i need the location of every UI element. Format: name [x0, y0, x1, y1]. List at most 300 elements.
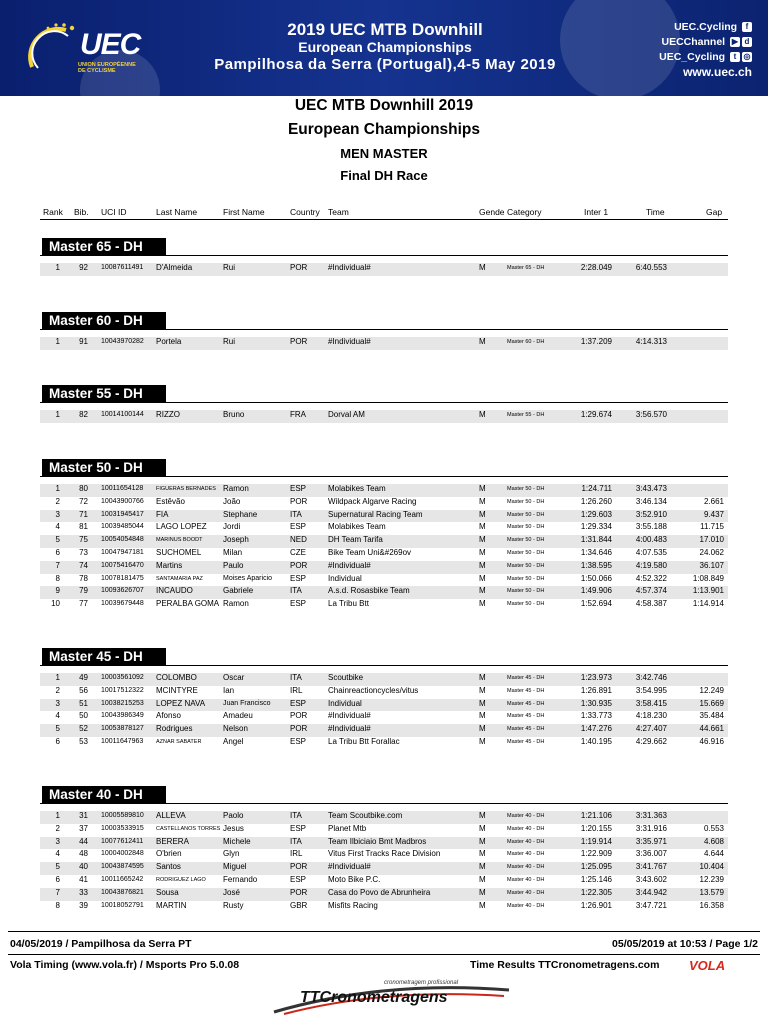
- cell-bib: 50: [79, 711, 88, 721]
- cell-gap: 4.608: [703, 836, 724, 846]
- cell-category: Master 40 - DH: [507, 877, 545, 883]
- cell-bib: 71: [79, 509, 88, 519]
- table-row: [40, 535, 728, 548]
- footer-divider-2: [8, 954, 760, 955]
- cell-inter: 1:26.260: [580, 496, 612, 506]
- cell-gender: M: [479, 823, 486, 833]
- cell-team: Team Ilbiciaio Bmt Madbros: [328, 836, 427, 846]
- cell-uci-id: 10078181475: [101, 574, 144, 582]
- cell-first-name: Michele: [223, 836, 251, 846]
- cell-country: POR: [290, 496, 308, 506]
- cell-time: 3:36.007: [635, 849, 667, 859]
- cell-inter: 1:23.973: [580, 673, 612, 682]
- cell-rank: 4: [55, 849, 60, 859]
- cell-gender: M: [479, 548, 486, 557]
- cell-gap: 44.661: [699, 724, 724, 734]
- cell-uci-id: 10038215253: [101, 699, 144, 707]
- header-gap: Gap: [706, 207, 723, 217]
- cell-gap: 13.579: [699, 887, 724, 897]
- cell-country: POR: [290, 724, 308, 734]
- group-divider: [40, 476, 728, 477]
- cell-last-name: RIZZO: [156, 410, 180, 419]
- cell-last-name: AZNAR SABATER: [156, 739, 202, 745]
- cell-country: NED: [290, 535, 307, 545]
- cell-bib: 56: [79, 685, 88, 695]
- cell-rank: 5: [55, 535, 60, 545]
- banner-title: 2019 UEC MTB Downhill European Championships Pampilhosa da Serra (Portugal),4-5 May 2019: [214, 20, 556, 73]
- cell-uci-id: 10014100144: [101, 411, 144, 418]
- cell-gap: 1:14.914: [692, 599, 724, 609]
- cell-uci-id: 10039679448: [101, 600, 144, 608]
- cell-time: 4:07.535: [635, 548, 667, 557]
- header-first-name: First Name: [223, 207, 265, 217]
- cell-first-name: Ian: [223, 685, 235, 695]
- cell-country: IRL: [290, 849, 303, 859]
- instagram-icon: ◎: [743, 52, 751, 62]
- cell-uci-id: 10054054848: [101, 536, 144, 544]
- cell-inter: 1:49.906: [580, 586, 612, 596]
- cell-bib: 49: [79, 673, 88, 682]
- cell-last-name: PERALBA GOMA: [156, 599, 220, 609]
- vola-logo: VOLA: [689, 958, 726, 973]
- cell-bib: 91: [79, 337, 88, 346]
- table-row: [40, 337, 728, 350]
- header-team: Team: [328, 207, 349, 217]
- table-row: [40, 686, 728, 699]
- cell-time: 3:43.473: [635, 484, 667, 493]
- cell-rank: 5: [55, 862, 60, 872]
- cell-last-name: D'Almeida: [156, 263, 193, 272]
- doc-title: UEC MTB Downhill 2019: [294, 97, 474, 114]
- cell-inter: 1:29.603: [580, 509, 612, 519]
- header-country: Country: [290, 207, 320, 217]
- cell-team: Supernatural Racing Team: [328, 509, 423, 519]
- header-divider: [40, 219, 728, 220]
- cell-time: 3:41.767: [635, 862, 667, 872]
- cell-inter: 1:33.773: [580, 711, 612, 721]
- logo-text: UEC: [80, 28, 141, 61]
- cell-last-name: Estêvão: [156, 496, 185, 506]
- cell-gender: M: [479, 887, 486, 897]
- cell-gap: 36.107: [699, 560, 724, 570]
- cell-country: ESP: [290, 823, 307, 833]
- cell-time: 3:43.602: [635, 875, 667, 884]
- cell-first-name: Gabriele: [223, 586, 254, 596]
- cell-category: Master 60 - DH: [507, 339, 545, 345]
- cell-inter: 1:38.595: [580, 560, 612, 570]
- svg-text:cronometragem profissional: cronometragem profissional: [384, 980, 459, 986]
- cell-gender: M: [479, 484, 486, 493]
- cell-time: 3:56.570: [635, 410, 667, 419]
- cell-last-name: ALLEVA: [156, 811, 186, 820]
- cell-time: 4:29.662: [635, 737, 667, 746]
- cell-rank: 10: [51, 599, 60, 609]
- cell-bib: 41: [79, 875, 88, 884]
- cell-last-name: CASTELLANOS TORRES: [156, 825, 221, 832]
- table-row: [40, 673, 728, 686]
- cell-time: 4:57.374: [635, 586, 667, 596]
- cell-uci-id: 10047947181: [101, 549, 144, 556]
- cell-first-name: Fernando: [223, 875, 258, 884]
- cell-last-name: LAGO LOPEZ: [156, 522, 207, 532]
- cell-category: Master 40 - DH: [507, 864, 545, 871]
- cell-rank: 6: [55, 737, 60, 746]
- cell-uci-id: 10093626707: [101, 587, 144, 595]
- cell-uci-id: 10039485044: [101, 523, 144, 531]
- ttcronometragens-logo: [264, 972, 516, 1018]
- cell-bib: 81: [79, 522, 88, 532]
- cell-gender: M: [479, 509, 486, 519]
- group-divider: [40, 255, 728, 256]
- header-last-name: Last Name: [156, 207, 198, 217]
- cell-rank: 9: [55, 586, 60, 596]
- cell-country: ITA: [290, 811, 302, 820]
- cell-first-name: Stephane: [223, 509, 258, 519]
- cell-country: ESP: [290, 599, 307, 609]
- facebook-icon: f: [742, 22, 752, 32]
- cell-inter: 1:47.276: [580, 724, 612, 734]
- cell-category: Master 40 - DH: [507, 825, 545, 832]
- cell-team: Misfits Racing: [328, 900, 378, 910]
- cell-first-name: Ramon: [223, 484, 249, 493]
- cell-category: Master 40 - DH: [507, 851, 545, 858]
- cell-category: Master 40 - DH: [507, 838, 545, 845]
- cell-country: ITA: [290, 836, 302, 846]
- cell-uci-id: 10005589810: [101, 812, 144, 819]
- cell-bib: 75: [79, 535, 88, 545]
- cell-time: 3:54.995: [635, 685, 667, 695]
- cell-team: Dorval AM: [328, 410, 365, 419]
- cell-first-name: Miguel: [223, 862, 247, 872]
- cell-uci-id: 10017512322: [101, 686, 144, 694]
- table-row: [40, 724, 728, 737]
- group-divider: [40, 402, 728, 403]
- cell-bib: 44: [79, 836, 88, 846]
- doc-race: Final DH Race: [340, 168, 428, 183]
- cell-rank: 1: [55, 337, 60, 346]
- cell-rank: 1: [55, 673, 60, 682]
- header-category: Category: [507, 207, 542, 217]
- cell-uci-id: 10043874595: [101, 863, 144, 871]
- cell-gap: 24.062: [699, 548, 724, 557]
- cell-first-name: Rusty: [223, 900, 244, 910]
- cell-gap: 15.669: [699, 698, 724, 708]
- cell-country: ITA: [290, 509, 302, 519]
- cell-uci-id: 10087611491: [101, 264, 144, 271]
- group-header: Master 65 - DH: [42, 238, 166, 255]
- cell-category: Master 50 - DH: [507, 601, 545, 608]
- cell-inter: 1:25.095: [580, 862, 612, 872]
- cell-last-name: FIA: [156, 509, 169, 519]
- cell-category: Master 50 - DH: [507, 511, 545, 518]
- youtube-icon: ▶: [731, 37, 739, 47]
- cell-rank: 2: [55, 496, 60, 506]
- table-row: [40, 824, 728, 837]
- cell-gender: M: [479, 811, 486, 820]
- cell-time: 3:47.721: [635, 900, 667, 910]
- cell-rank: 2: [55, 685, 60, 695]
- table-row: [40, 263, 728, 276]
- cell-gender: M: [479, 496, 486, 506]
- cell-rank: 1: [55, 263, 60, 272]
- cell-inter: 1:52.694: [580, 599, 612, 609]
- table-row: [40, 510, 728, 523]
- table-row: [40, 888, 728, 901]
- cell-team: A.s.d. Rosasbike Team: [328, 586, 410, 596]
- cell-gap: 11.715: [700, 522, 724, 532]
- cell-first-name: Amadeu: [223, 711, 253, 721]
- cell-bib: 77: [79, 599, 88, 609]
- cell-last-name: RODRIGUEZ LAGO: [156, 877, 206, 883]
- cell-time: 6:40.553: [635, 263, 667, 272]
- cell-team: #Individual#: [328, 711, 371, 721]
- cell-first-name: Rui: [223, 337, 236, 346]
- cell-time: 3:58.415: [635, 698, 667, 708]
- cell-country: GBR: [290, 900, 308, 910]
- cell-gender: M: [479, 724, 486, 734]
- cell-gap: 1:13.901: [692, 586, 724, 596]
- cell-uci-id: 10053878127: [101, 725, 144, 733]
- cell-gender: M: [479, 900, 486, 910]
- cell-uci-id: 10003533915: [101, 824, 144, 832]
- cell-gap: 4.644: [703, 849, 724, 859]
- cell-country: IRL: [290, 685, 303, 695]
- cell-country: POR: [290, 560, 308, 570]
- header-uci: UCI ID: [101, 207, 127, 217]
- cell-rank: 6: [55, 548, 60, 557]
- twitter-icon: t: [730, 52, 740, 62]
- cell-rank: 4: [55, 522, 60, 532]
- cell-gender: M: [479, 737, 486, 746]
- cell-category: Master 50 - DH: [507, 588, 545, 595]
- cell-time: 4:18.230: [635, 711, 667, 721]
- cell-gender: M: [479, 560, 486, 570]
- doc-class: MEN MASTER: [340, 146, 428, 161]
- cell-category: Master 40 - DH: [507, 889, 545, 896]
- cell-inter: 1:25.146: [580, 875, 612, 884]
- cell-bib: 73: [79, 548, 88, 557]
- cell-inter: 1:22.305: [580, 887, 612, 897]
- cell-gap: 46.916: [699, 737, 724, 746]
- cell-gap: 0.553: [703, 823, 724, 833]
- cell-last-name: O'brien: [156, 849, 182, 859]
- cell-team: #Individual#: [328, 560, 371, 570]
- cell-category: Master 50 - DH: [507, 524, 545, 531]
- cell-country: POR: [290, 711, 308, 721]
- cell-uci-id: 10011665242: [101, 876, 144, 883]
- cell-category: Master 50 - DH: [507, 537, 545, 544]
- logo-stars-icon: [22, 22, 82, 76]
- cell-country: FRA: [290, 410, 306, 419]
- cell-team: Casa do Povo de Abrunheira: [328, 887, 431, 897]
- cell-category: Master 50 - DH: [507, 562, 545, 569]
- cell-last-name: MARINUS BOODT: [156, 537, 203, 544]
- cell-country: ESP: [290, 484, 307, 493]
- cell-category: Master 45 - DH: [507, 713, 545, 720]
- cell-last-name: Afonso: [156, 711, 181, 721]
- cell-gender: M: [479, 573, 486, 583]
- cell-inter: 1:37.209: [580, 337, 612, 346]
- cell-team: Molabikes Team: [328, 484, 386, 493]
- cell-team: DH Team Tarifa: [328, 535, 383, 545]
- cell-inter: 1:19.914: [580, 836, 612, 846]
- cell-uci-id: 10018052791: [101, 901, 144, 909]
- cell-category: Master 45 - DH: [507, 739, 545, 745]
- cell-bib: 72: [79, 496, 88, 506]
- cell-team: #Individual#: [328, 862, 371, 872]
- cell-inter: 1:26.901: [580, 900, 612, 910]
- cell-uci-id: 10077612411: [101, 837, 144, 845]
- cell-gap: 16.358: [699, 900, 724, 910]
- cell-country: POR: [290, 887, 308, 897]
- cell-gender: M: [479, 535, 486, 545]
- cell-time: 3:44.942: [635, 887, 667, 897]
- table-row: [40, 837, 728, 850]
- cell-inter: 1:26.891: [580, 685, 612, 695]
- cell-time: 4:00.483: [635, 535, 667, 545]
- cell-time: 4:58.387: [635, 599, 667, 609]
- cell-first-name: Paulo: [223, 560, 244, 570]
- cell-bib: 48: [79, 849, 88, 859]
- cell-team: La Tribu Btt: [328, 599, 369, 609]
- cell-time: 4:52.322: [635, 573, 667, 583]
- cell-gender: M: [479, 862, 486, 872]
- cell-last-name: Rodrigues: [156, 724, 193, 734]
- cell-last-name: COLOMBO: [156, 673, 197, 682]
- header-time: Time: [646, 207, 665, 217]
- doc-subtitle: European Championships: [287, 121, 481, 138]
- table-row: [40, 901, 728, 914]
- cell-country: CZE: [290, 548, 306, 557]
- cell-gap: 12.249: [699, 685, 724, 695]
- cell-time: 3:31.916: [635, 823, 667, 833]
- cell-country: POR: [290, 862, 308, 872]
- cell-gender: M: [479, 685, 486, 695]
- cell-gender: M: [479, 711, 486, 721]
- cell-rank: 7: [55, 887, 60, 897]
- cell-rank: 4: [55, 711, 60, 721]
- table-row: [40, 699, 728, 712]
- cell-team: Individual: [328, 573, 362, 583]
- group-header: Master 40 - DH: [42, 786, 166, 803]
- cell-bib: 52: [79, 724, 88, 734]
- cell-bib: 92: [79, 263, 88, 272]
- cell-inter: 1:29.674: [580, 410, 612, 419]
- cell-team: La Tribu Btt Forallac: [328, 737, 400, 746]
- cell-uci-id: 10004002848: [101, 850, 144, 858]
- cell-rank: 8: [55, 573, 60, 583]
- cell-team: Scoutbike: [328, 673, 364, 682]
- cell-country: ESP: [290, 698, 307, 708]
- cell-first-name: Jordi: [223, 522, 241, 532]
- cell-rank: 5: [55, 724, 60, 734]
- cell-gender: M: [479, 849, 486, 859]
- cell-gap: 1:08.849: [692, 573, 724, 583]
- cell-first-name: José: [223, 887, 240, 897]
- cell-inter: 1:31.844: [580, 535, 612, 545]
- cell-inter: 1:30.935: [580, 698, 612, 708]
- cell-inter: 1:22.909: [580, 849, 612, 859]
- cell-country: ESP: [290, 522, 307, 532]
- cell-category: Master 40 - DH: [507, 902, 545, 909]
- cell-bib: 78: [79, 573, 88, 583]
- cell-uci-id: 10003561092: [101, 674, 144, 681]
- cell-uci-id: 10031945417: [101, 510, 144, 518]
- cell-category: Master 50 - DH: [507, 498, 545, 505]
- footer-timing: Vola Timing (www.vola.fr) / Msports Pro 5.0.08: [10, 959, 240, 971]
- cell-category: Master 45 - DH: [507, 726, 545, 733]
- cell-time: 3:46.134: [635, 496, 667, 506]
- table-row: [40, 586, 728, 599]
- header-inter: Inter 1: [584, 207, 609, 217]
- cell-country: POR: [290, 337, 308, 346]
- cell-country: ESP: [290, 737, 307, 746]
- cell-time: 4:27.407: [635, 724, 667, 734]
- cell-last-name: SANTAMARIA PAZ: [156, 575, 203, 582]
- cell-first-name: João: [223, 496, 241, 506]
- cell-country: ESP: [290, 875, 307, 884]
- cell-team: Bike Team Uni&#269ov: [328, 548, 412, 557]
- cell-category: Master 45 - DH: [507, 687, 545, 694]
- cell-team: Chainreactioncycles/vitus: [328, 685, 419, 695]
- cell-category: Master 55 - DH: [507, 412, 545, 418]
- cell-gap: 9.437: [703, 509, 724, 519]
- cell-first-name: Joseph: [223, 535, 249, 545]
- cell-uci-id: 10075416470: [101, 561, 144, 569]
- table-row: [40, 849, 728, 862]
- cell-last-name: Sousa: [156, 887, 179, 897]
- cell-gender: M: [479, 586, 486, 596]
- svg-text:TTCronometragens: TTCronometragens: [300, 989, 448, 1006]
- cell-country: POR: [290, 263, 308, 272]
- cell-last-name: FIGUERAS BERNADES: [156, 486, 216, 492]
- cell-rank: 7: [55, 560, 60, 570]
- cell-gender: M: [479, 410, 486, 419]
- cell-team: Molabikes Team: [328, 522, 386, 532]
- cell-first-name: Angel: [223, 737, 244, 746]
- cell-bib: 39: [79, 900, 88, 910]
- group-header: Master 60 - DH: [42, 312, 166, 329]
- group-header: Master 50 - DH: [42, 459, 166, 476]
- cell-country: ITA: [290, 586, 302, 596]
- footer-results: Time Results TTCronometragens.com: [470, 959, 660, 971]
- cell-rank: 2: [55, 823, 60, 833]
- table-row: [40, 410, 728, 423]
- cell-gender: M: [479, 599, 486, 609]
- cell-gender: M: [479, 522, 486, 532]
- cell-bib: 74: [79, 560, 88, 570]
- cell-rank: 3: [55, 836, 60, 846]
- cell-uci-id: 10043970282: [101, 338, 144, 345]
- cell-last-name: Santos: [156, 862, 181, 872]
- cell-bib: 82: [79, 410, 88, 419]
- cell-gap: 12.239: [699, 875, 724, 884]
- cell-bib: 31: [79, 811, 88, 820]
- cell-last-name: MARTIN: [156, 900, 187, 910]
- footer-page: 05/05/2019 at 10:53 / Page 1/2: [612, 938, 758, 950]
- cell-bib: 79: [79, 586, 88, 596]
- footer-date-venue: 04/05/2019 / Pampilhosa da Serra PT: [10, 938, 192, 950]
- cell-bib: 80: [79, 484, 88, 493]
- cell-team: Moto Bike P.C.: [328, 875, 381, 884]
- website-link[interactable]: www.uec.ch: [683, 65, 752, 79]
- cell-uci-id: 10043900766: [101, 497, 144, 505]
- group-divider: [40, 665, 728, 666]
- cell-first-name: Juan Francisco: [223, 699, 271, 707]
- group-divider: [40, 803, 728, 804]
- cell-rank: 8: [55, 900, 60, 910]
- uec-logo: [22, 22, 162, 76]
